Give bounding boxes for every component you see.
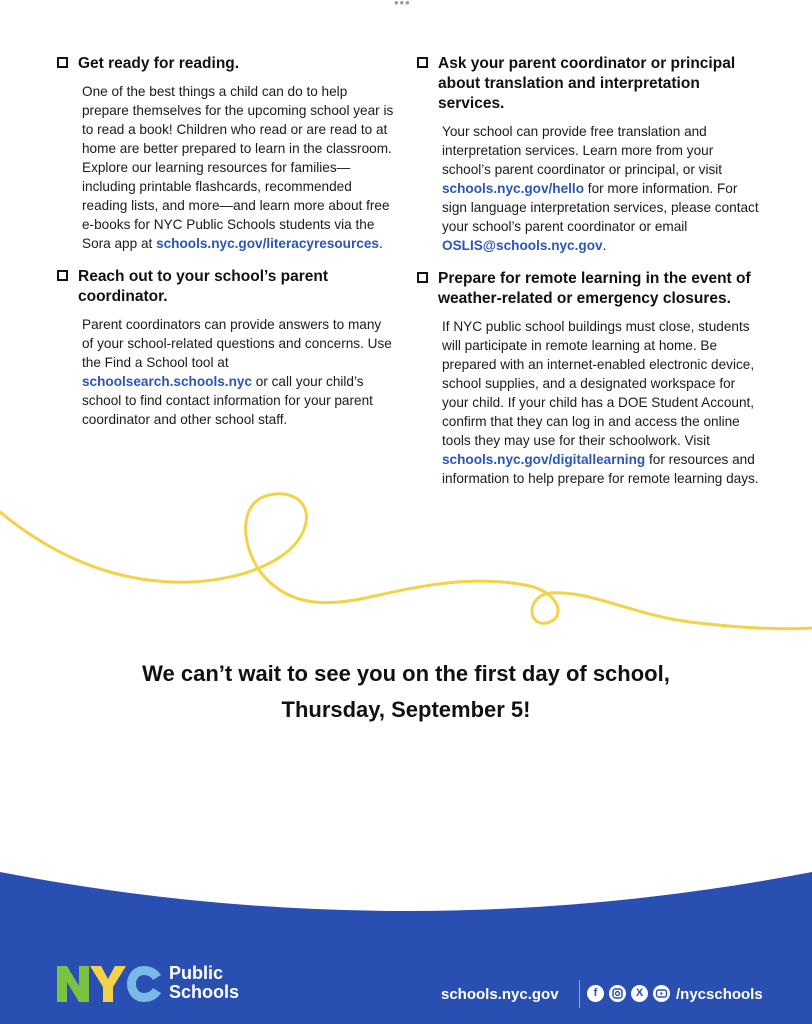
- resource-link[interactable]: schools.nyc.gov/hello: [442, 181, 585, 196]
- checklist-item-title: Prepare for remote learning in the event of weather-related or emergency closures.: [438, 270, 751, 307]
- resource-link[interactable]: schools.nyc.gov/digitallearning: [442, 452, 646, 467]
- facebook-icon[interactable]: f: [587, 985, 604, 1002]
- wordmark-line-public: Public: [169, 963, 224, 983]
- closing-line-1: We can’t wait to see you on the first day of school,: [142, 661, 670, 686]
- website-link[interactable]: schools.nyc.gov: [441, 986, 559, 1003]
- closing-line-2: Thursday, September 5!: [281, 697, 531, 722]
- body-text: .: [378, 236, 383, 251]
- checklist-item-title: Get ready for reading.: [78, 55, 240, 72]
- wordmark-line-schools: Schools: [169, 982, 240, 1002]
- resource-link[interactable]: OSLIS@schools.nyc.gov: [442, 238, 603, 253]
- body-text: If NYC public school buildings must close, students will participate in remote learning at home. Be prepared with an internet-enabled electronic device, school supplies, and a designated workspace for your child. If your child has a DOE Student Account, confirm that they can log in and access the online tools they may use for their schoolwork. Visit: [442, 319, 755, 448]
- page-indicator: •••: [394, 0, 411, 10]
- x-icon[interactable]: X: [631, 985, 648, 1002]
- body-text: or call your child’s school to find contact information for your parent coordinator and other school staff.: [82, 374, 373, 427]
- checklist-item-title: Ask your parent coordinator or principal about translation and interpretation services.: [438, 55, 736, 112]
- social-handle[interactable]: /nycschools: [676, 986, 763, 1003]
- body-text: Parent coordinators can provide answers to many of your school-related questions and concerns. Use the Find a School tool at: [82, 317, 392, 370]
- checklist-item-title: Reach out to your school’s parent coordinator.: [78, 268, 329, 305]
- body-text: One of the best things a child can do to help prepare themselves for the upcoming school year is to read a book! Children who read or are read to at home are better prepared to learn in the classroom. Explore our learning resources for families—including printable flashcards, recommended reading lists, and more—and learn more about free e-books for NYC Public Schools students via the Sora app at: [82, 84, 394, 251]
- body-text: for resources and information to help prepare for remote learning days.: [442, 452, 759, 486]
- resource-link[interactable]: schools.nyc.gov/literacyresources: [156, 236, 379, 251]
- body-text: .: [602, 238, 607, 253]
- footer-divider: [579, 980, 580, 1008]
- public-schools-wordmark: [169, 964, 239, 1002]
- instagram-icon[interactable]: [609, 985, 626, 1002]
- body-text: Your school can provide free translation and interpretation services. Learn more from your school’s parent coordinator or principal, or visit: [442, 124, 723, 177]
- youtube-icon[interactable]: [653, 985, 670, 1002]
- body-text: for more information. For sign language interpretation services, please contact your school’s parent coordinator or email: [442, 181, 759, 234]
- resource-link[interactable]: schoolsearch.schools.nyc: [82, 374, 252, 389]
